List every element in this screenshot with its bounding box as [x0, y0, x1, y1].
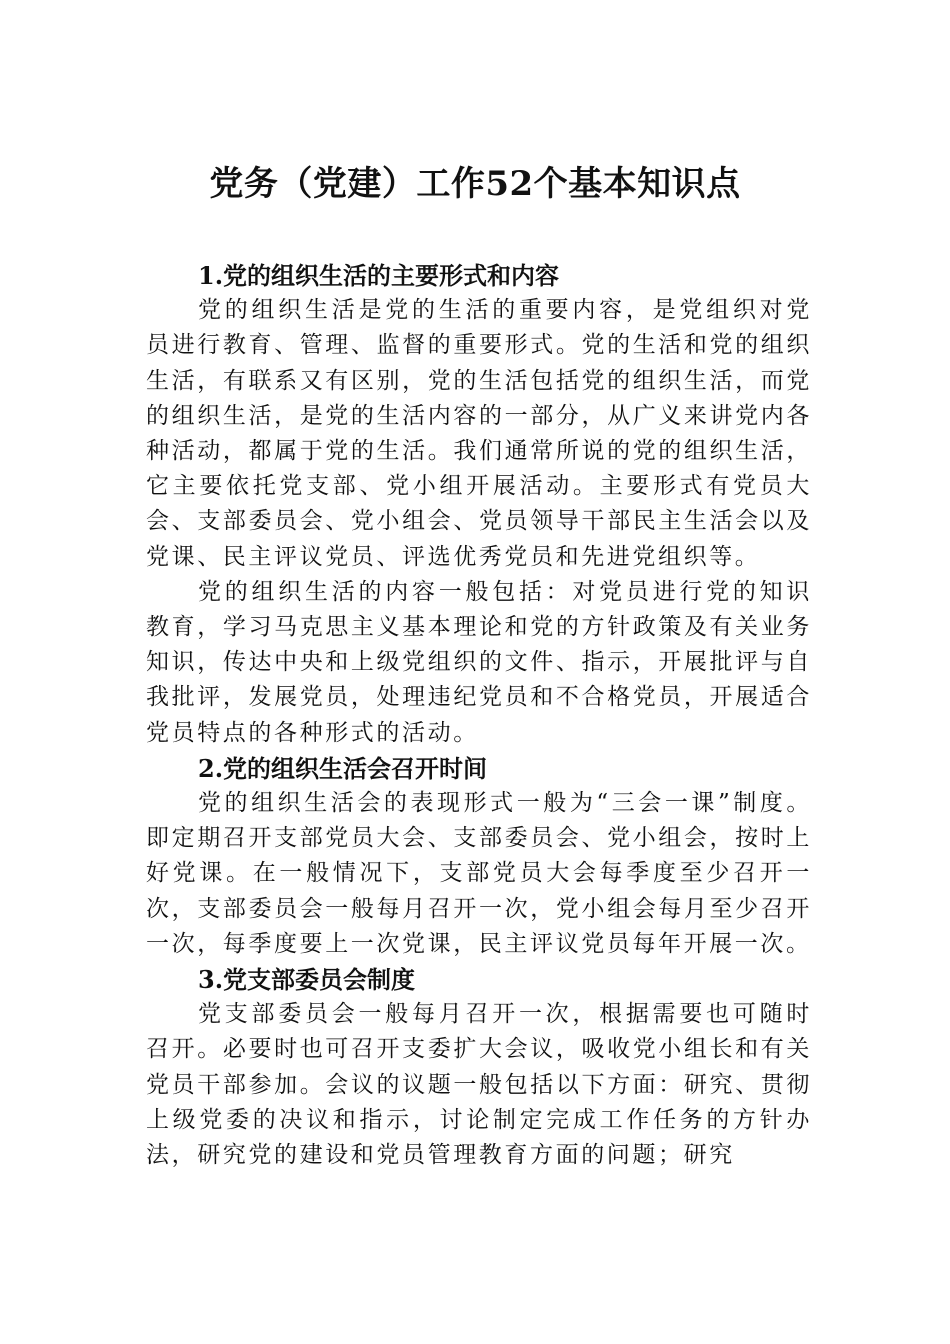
section-heading: 1.党的组织生活的主要形式和内容: [198, 261, 560, 290]
section-heading: 3.党支部委员会制度: [198, 965, 416, 995]
body-paragraph: 党支部委员会一般每月召开一次，根据需要也可随时召开。必要时也可召开支委扩大会议，吸收党小组长和有关党员干部参加。会议的议题一般包括以下方面：研究、贯彻上级党委的决议和指示，讨论制定完成工作任务的方针办法，研究党的建设和党员管理教育方面的问题；研究: [146, 1001, 812, 1169]
section-3: [146, 962, 812, 1173]
document-body: [146, 258, 812, 1173]
document-title: 党务（党建）工作52个基本知识点: [209, 164, 741, 204]
body-paragraph: 党的组织生活会的表现形式一般为“三会一课”制度。即定期召开支部党员大会、支部委员会、党小组会，按时上好党课。在一般情况下，支部党员大会每季度至少召开一次，支部委员会一般每月召开一次，党小组会每月至少召开一次，每季度要上一次党课，民主评议党员每年开展一次。: [146, 790, 812, 957]
section-heading: 2.党的组织生活会召开时间: [198, 753, 488, 783]
body-paragraph: 党的组织生活是党的生活的重要内容，是党组织对党员进行教育、管理、监督的重要形式。党的生活和党的组织生活，有联系又有区别，党的生活包括党的组织生活，而党的组织生活，是党的生活内容的一部分，从广义来讲党内各种活动，都属于党的生活。我们通常所说的党的组织生活，它主要依托党支部、党小组开展活动。主要形式有党员大会、支部委员会、党小组会、党员领导干部民主生活会以及党课、民主评议党员、评选优秀党员和先进党组织等。: [146, 297, 812, 570]
section-2: [146, 751, 812, 962]
section-1: [146, 258, 812, 751]
body-paragraph: 党的组织生活的内容一般包括：对党员进行党的知识教育，学习马克思主义基本理论和党的方针政策及有关业务知识，传达中央和上级党组织的文件、指示，开展批评与自我批评，发展党员，处理违纪党员和不合格党员，开展适合党员特点的各种形式的活动。: [146, 578, 812, 746]
